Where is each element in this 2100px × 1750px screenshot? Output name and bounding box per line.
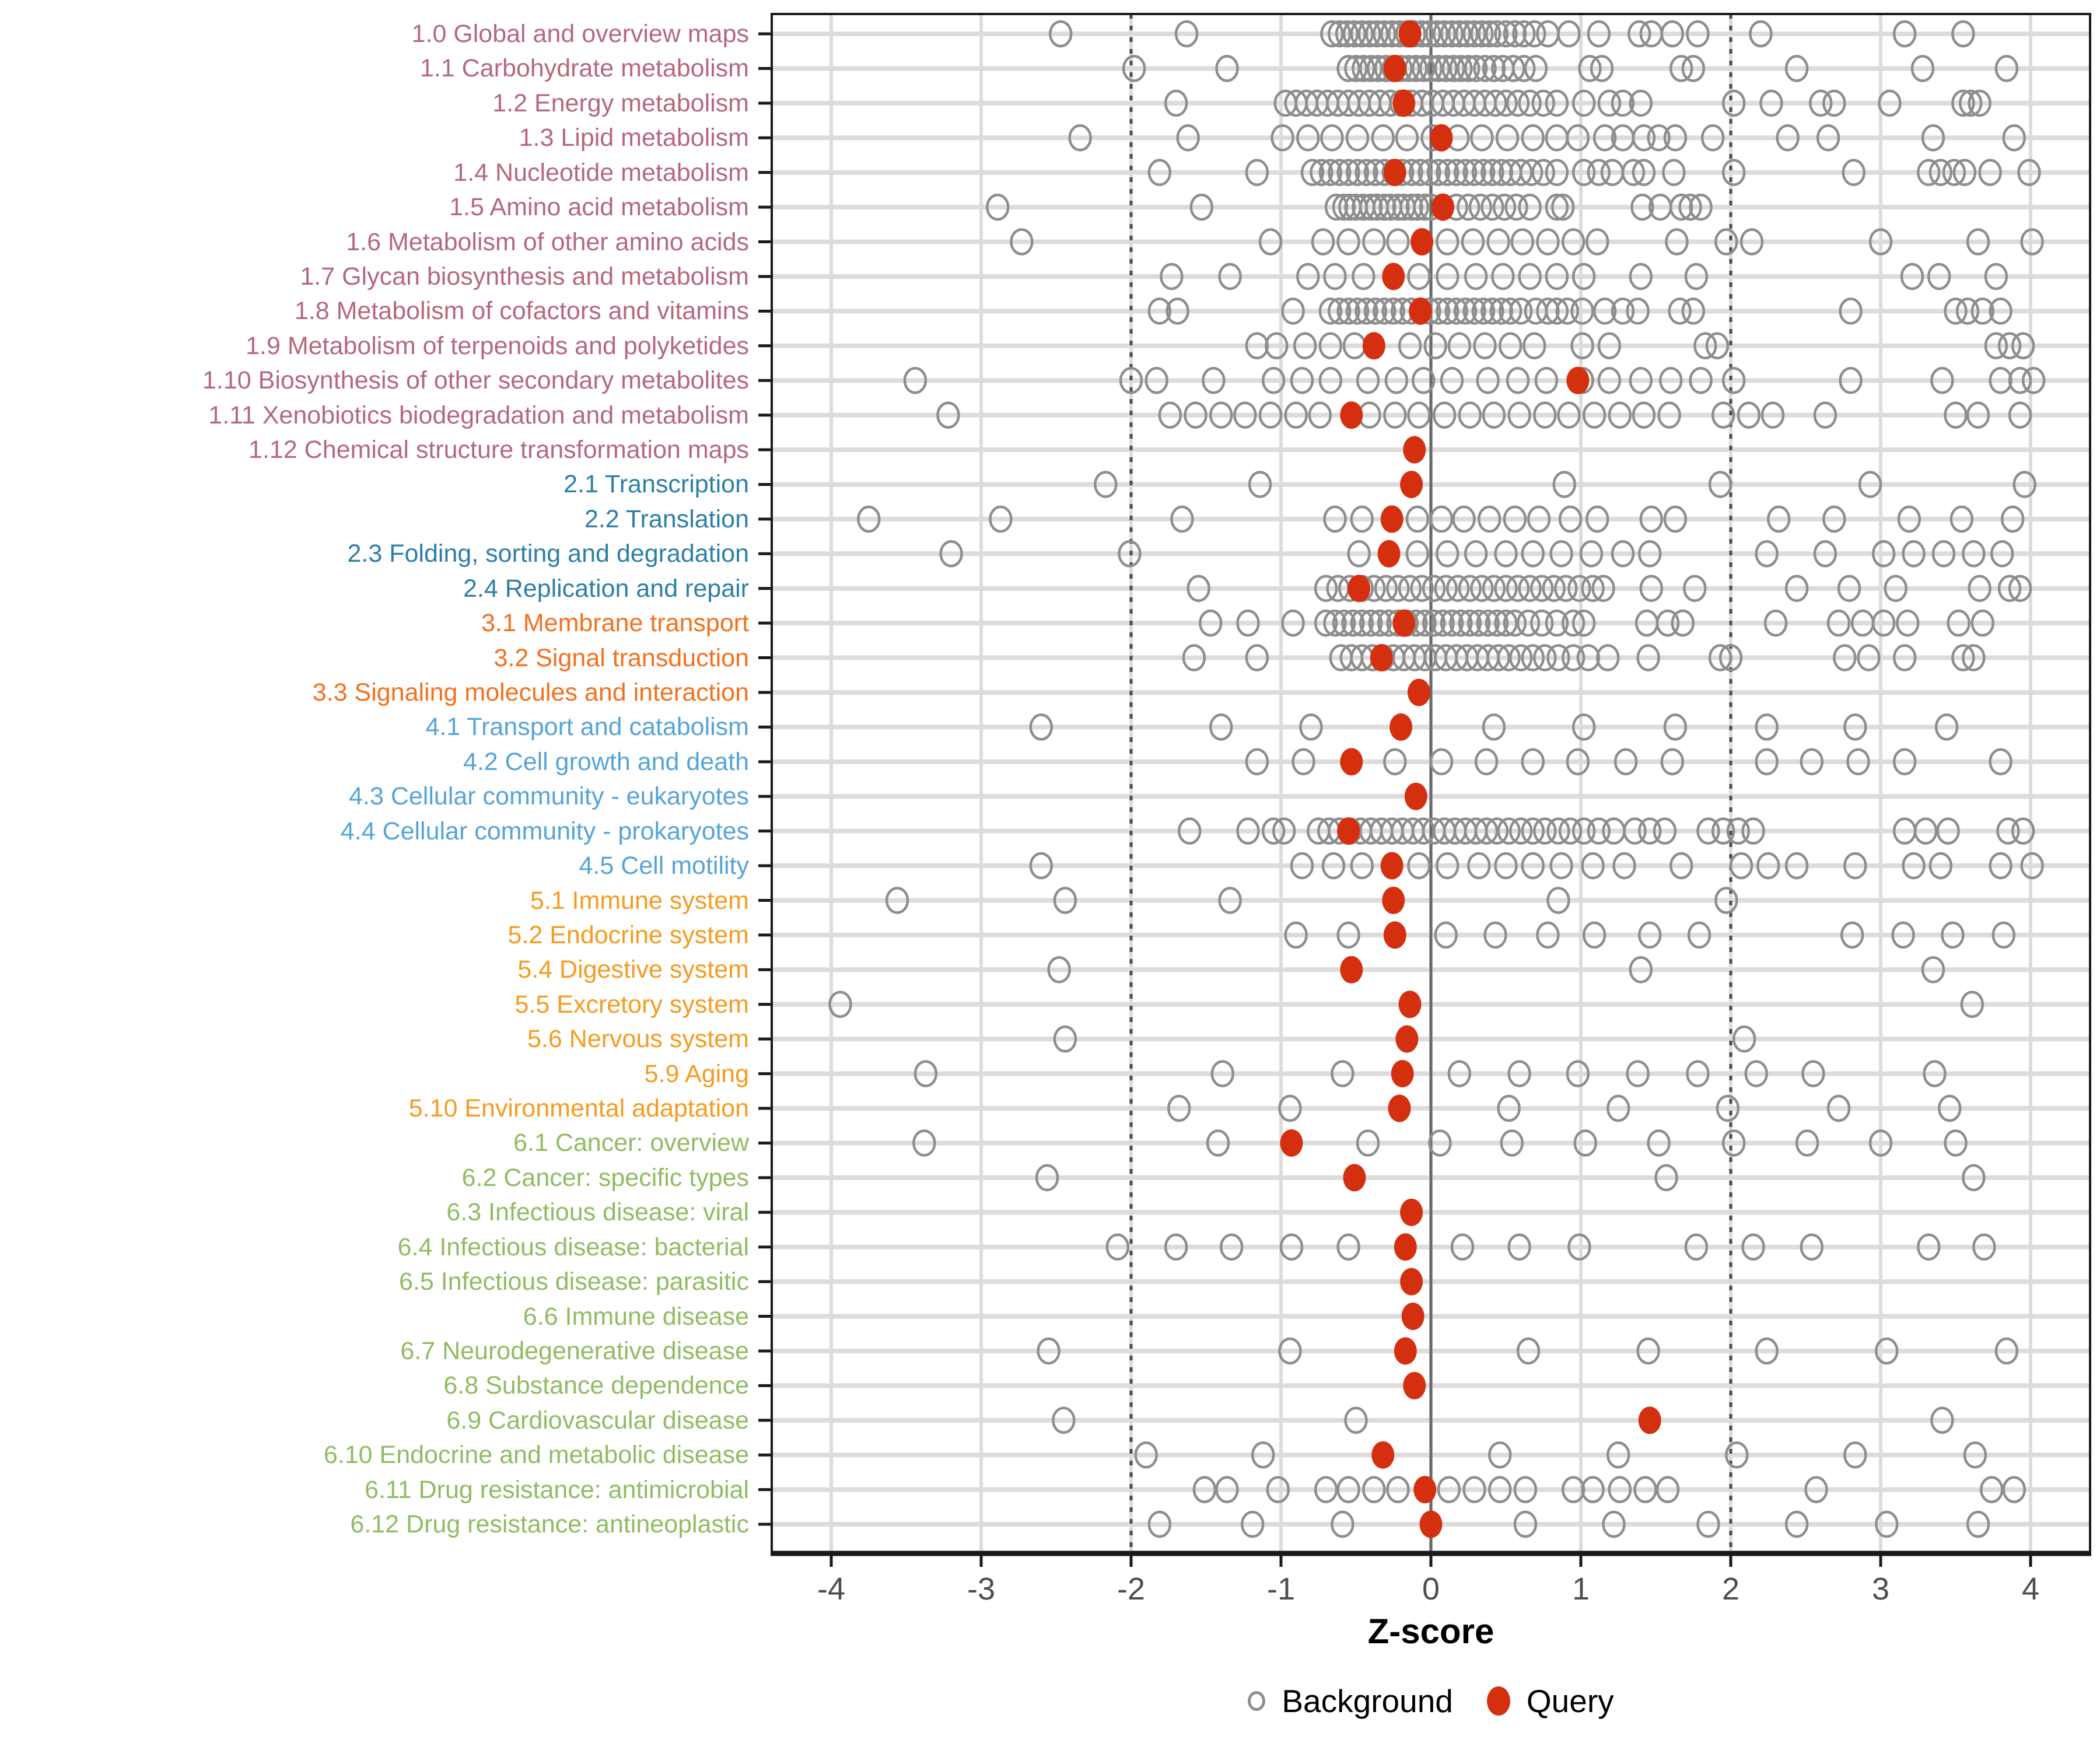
category-label: 3.3 Signaling molecules and interaction bbox=[312, 678, 749, 706]
category-label: 6.4 Infectious disease: bacterial bbox=[397, 1233, 749, 1261]
category-label: 4.3 Cellular community - eukaryotes bbox=[349, 782, 749, 811]
x-tick-label: 3 bbox=[1871, 1572, 1890, 1606]
x-tick-label: 2 bbox=[1721, 1572, 1740, 1606]
category-label: 5.6 Nervous system bbox=[527, 1025, 749, 1054]
x-axis-title: Z-score bbox=[1367, 1612, 1494, 1651]
category-label: 4.1 Transport and catabolism bbox=[425, 713, 749, 741]
background-legend-label: Background bbox=[1282, 1683, 1453, 1719]
category-label: 6.10 Endocrine and metabolic disease bbox=[323, 1441, 749, 1469]
category-label: 1.0 Global and overview maps bbox=[411, 20, 749, 48]
category-label: 5.1 Immune system bbox=[530, 886, 749, 915]
legend-item-query bbox=[1487, 1682, 1614, 1720]
category-label: 1.6 Metabolism of other amino acids bbox=[346, 228, 749, 256]
category-label: 2.2 Translation bbox=[584, 505, 749, 533]
category-label: 1.1 Carbohydrate metabolism bbox=[419, 54, 749, 83]
category-label: 3.1 Membrane transport bbox=[481, 609, 749, 638]
category-label: 1.5 Amino acid metabolism bbox=[449, 193, 749, 222]
query-legend-label: Query bbox=[1526, 1683, 1614, 1719]
category-label: 6.2 Cancer: specific types bbox=[461, 1163, 749, 1192]
background-legend-marker-icon bbox=[1248, 1691, 1265, 1711]
category-label: 2.3 Folding, sorting and degradation bbox=[347, 540, 749, 568]
x-tick-label: 0 bbox=[1422, 1572, 1440, 1606]
category-label: 6.3 Infectious disease: viral bbox=[446, 1198, 749, 1227]
category-label: 1.3 Lipid metabolism bbox=[519, 124, 749, 152]
x-tick-label: -1 bbox=[1266, 1572, 1295, 1606]
x-tick-label: -3 bbox=[967, 1572, 995, 1606]
category-label: 1.8 Metabolism of cofactors and vitamins bbox=[294, 297, 749, 326]
category-label: 6.8 Substance dependence bbox=[443, 1371, 749, 1400]
category-label: 6.6 Immune disease bbox=[523, 1302, 749, 1331]
x-tick-label: 4 bbox=[2021, 1572, 2040, 1606]
category-label: 5.4 Digestive system bbox=[517, 956, 749, 984]
category-label: 5.2 Endocrine system bbox=[508, 921, 749, 949]
category-label: 1.10 Biosynthesis of other secondary metabolites bbox=[202, 366, 749, 395]
category-label: 6.1 Cancer: overview bbox=[513, 1129, 749, 1157]
x-tick-label: 1 bbox=[1572, 1572, 1590, 1606]
category-label: 3.2 Signal transduction bbox=[494, 643, 749, 672]
category-label: 1.7 Glycan biosynthesis and metabolism bbox=[300, 262, 749, 290]
category-label: 6.5 Infectious disease: parasitic bbox=[399, 1268, 749, 1296]
category-label: 1.12 Chemical structure transformation maps bbox=[249, 436, 749, 464]
category-label: 4.2 Cell growth and death bbox=[463, 747, 749, 776]
legend-item-background bbox=[1248, 1682, 1453, 1720]
category-label: 5.5 Excretory system bbox=[514, 990, 749, 1019]
category-label: 1.11 Xenobiotics biodegradation and metabolism bbox=[208, 401, 749, 429]
category-label: 6.9 Cardiovascular disease bbox=[446, 1406, 749, 1434]
category-label: 1.2 Energy metabolism bbox=[492, 89, 749, 117]
category-label: 6.11 Drug resistance: antimicrobial bbox=[365, 1475, 749, 1504]
category-label: 5.10 Environmental adaptation bbox=[408, 1094, 749, 1123]
category-label: 4.5 Cell motility bbox=[579, 852, 749, 880]
category-label: 5.9 Aging bbox=[644, 1059, 749, 1088]
category-label: 1.9 Metabolism of terpenoids and polyketides bbox=[246, 331, 749, 360]
category-label: 1.4 Nucleotide metabolism bbox=[453, 158, 749, 187]
category-label: 4.4 Cellular community - prokaryotes bbox=[340, 817, 749, 845]
category-label: 6.7 Neurodegenerative disease bbox=[400, 1336, 749, 1365]
query-legend-marker-icon bbox=[1487, 1686, 1510, 1716]
category-label: 2.1 Transcription bbox=[564, 470, 749, 499]
category-label: 6.12 Drug resistance: antineoplastic bbox=[350, 1510, 749, 1539]
legend bbox=[772, 1673, 2090, 1729]
category-label: 2.4 Replication and repair bbox=[463, 574, 749, 603]
x-tick-label: -4 bbox=[817, 1572, 845, 1606]
x-tick-label: -2 bbox=[1116, 1572, 1145, 1606]
